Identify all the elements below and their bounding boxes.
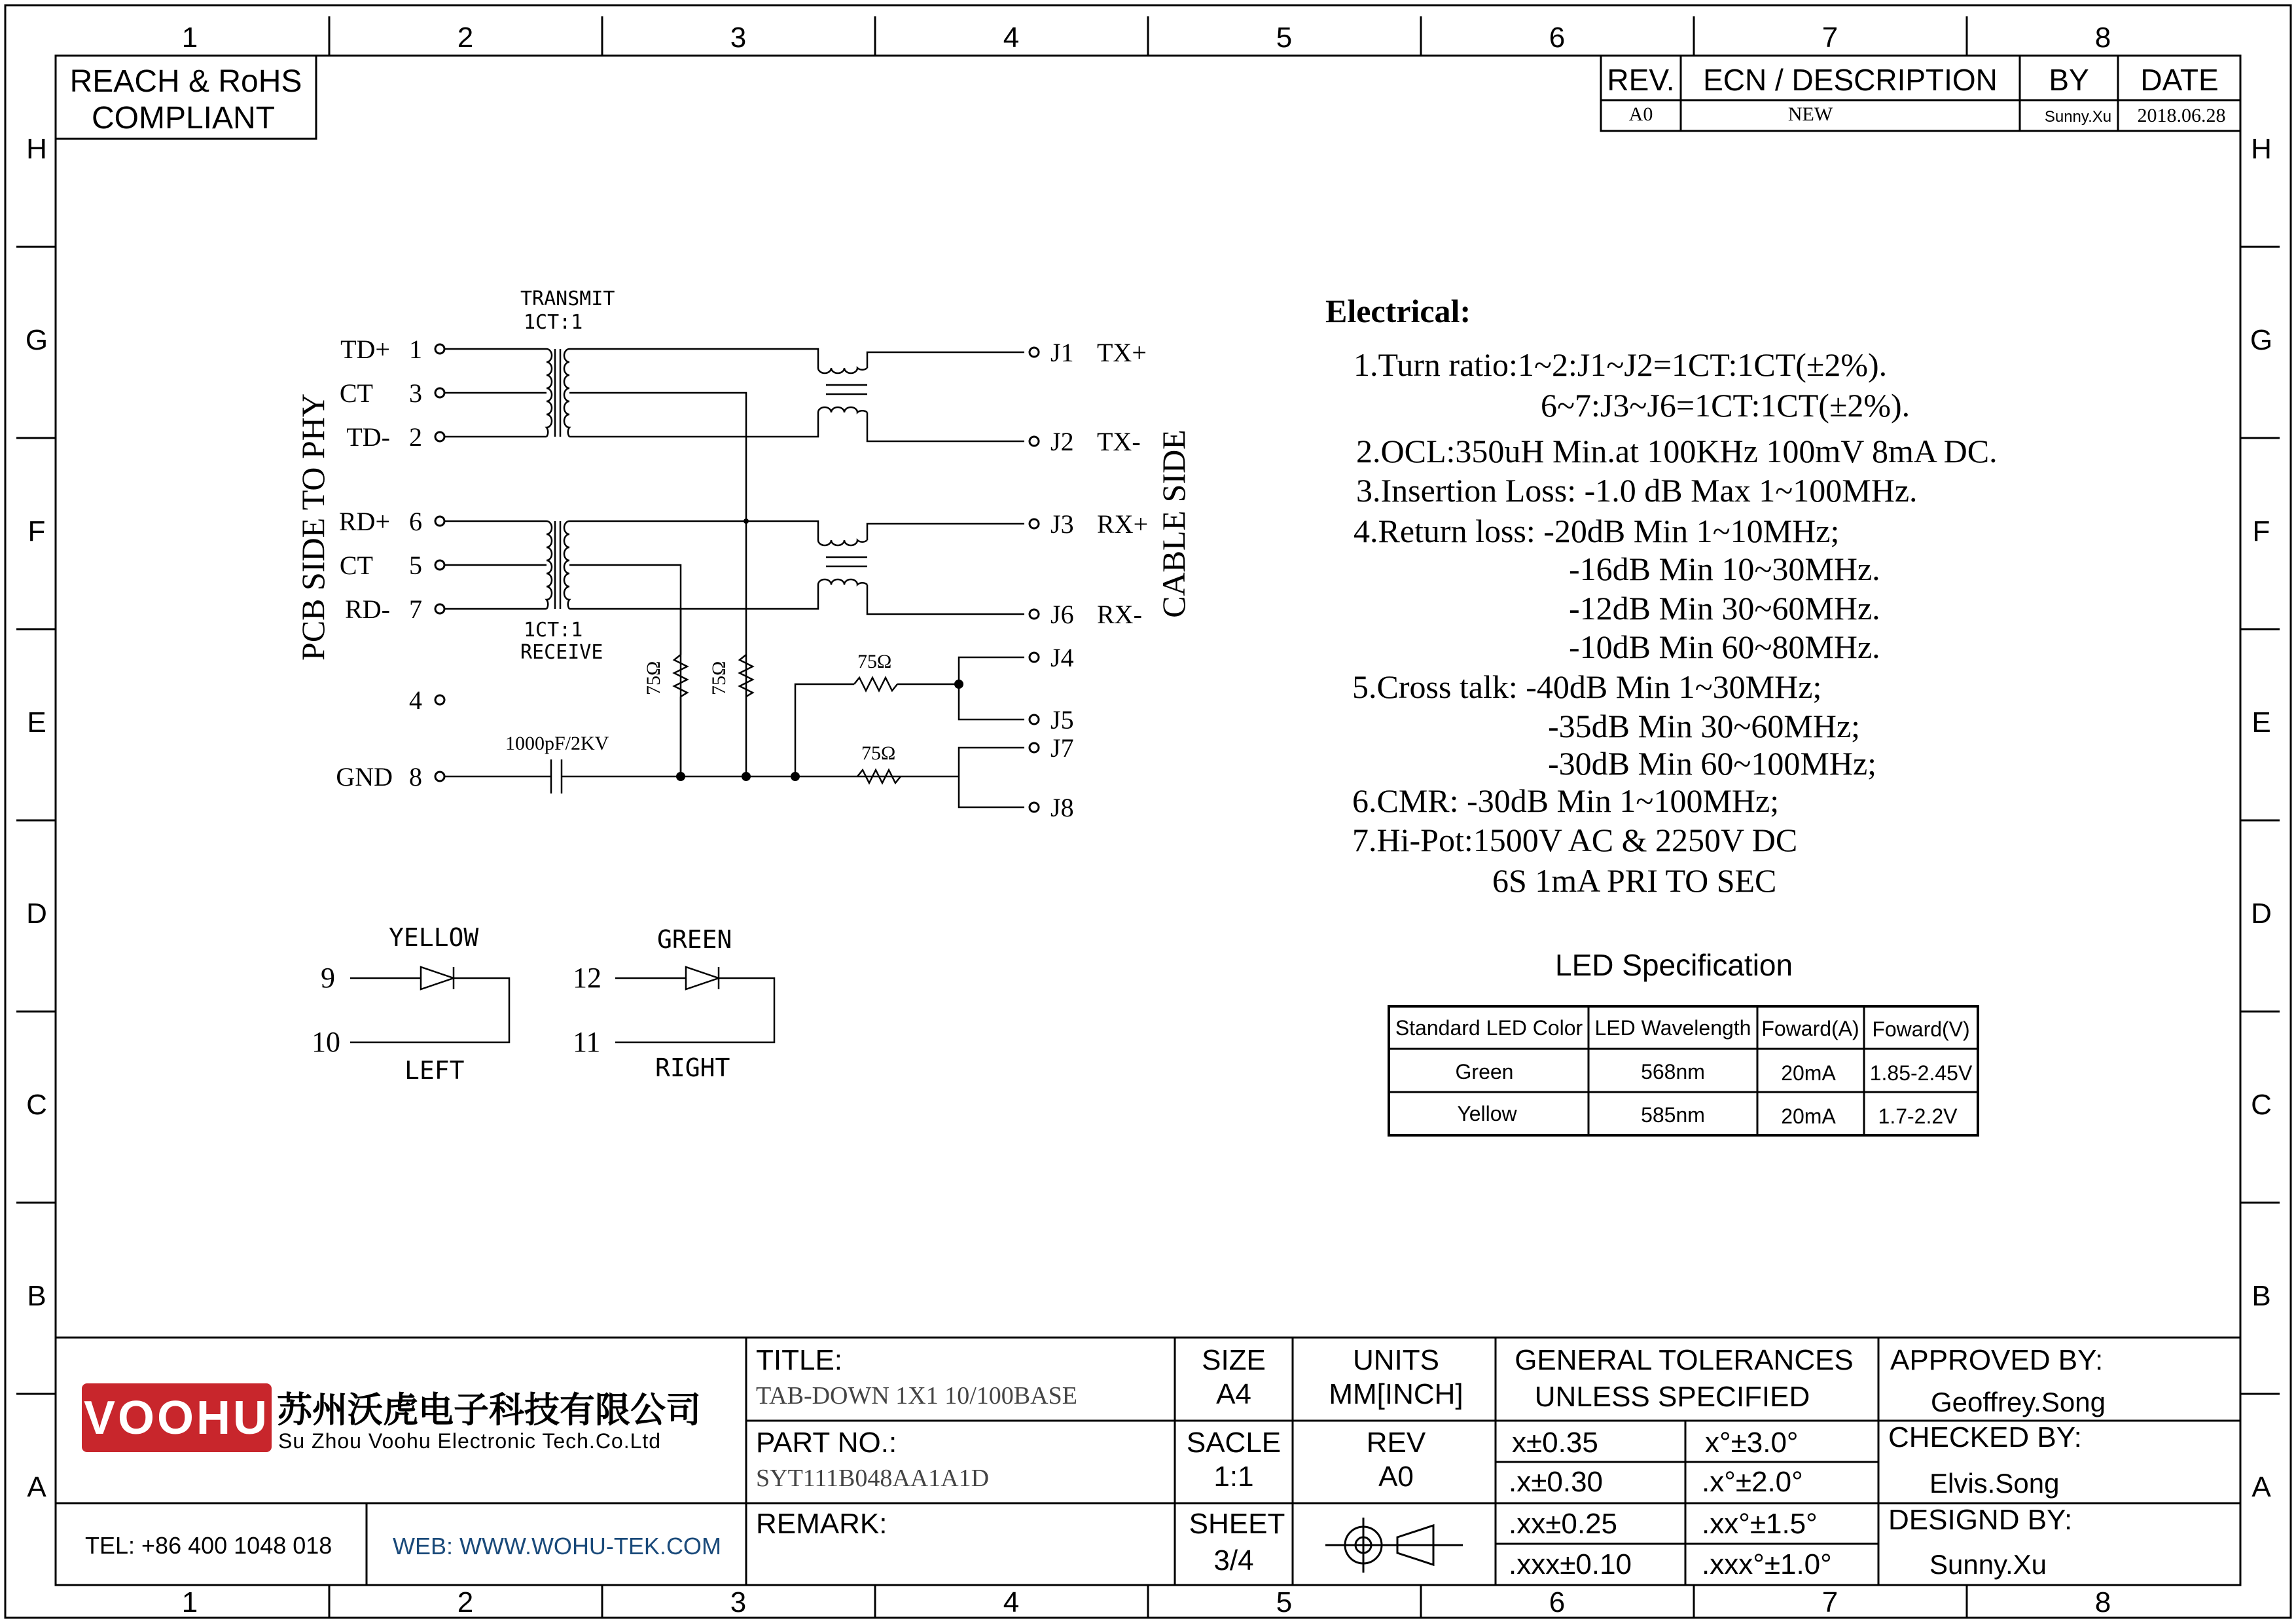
tol-angular-4: .xxx°±1.0° <box>1702 1548 1832 1580</box>
pin-circle-j8 <box>1030 803 1039 812</box>
led-yellow-pin-b: 10 <box>312 1026 340 1058</box>
resistor-label-1: 75Ω <box>643 661 664 695</box>
zone-row-right-F: F <box>2252 515 2270 547</box>
zone-row-left-C: C <box>26 1089 47 1121</box>
zone-row-right-G: G <box>2250 324 2273 356</box>
pin-j3: J3 <box>1050 509 1074 539</box>
led-spec-green-fwd-a: 20mA <box>1781 1061 1836 1085</box>
tolerance-title-1: GENERAL TOLERANCES <box>1515 1344 1854 1376</box>
elec-line-11: -30dB Min 60~100MHz; <box>1548 745 1877 782</box>
capacitor-label: 1000pF/2KV <box>505 733 609 754</box>
pin-j5: J5 <box>1050 705 1074 735</box>
zone-row-left-G: G <box>25 324 48 356</box>
zone-row-left-A: A <box>27 1471 46 1503</box>
led-spec-green-wavelength: 568nm <box>1641 1060 1705 1084</box>
pin-j8: J8 <box>1050 793 1074 822</box>
elec-line-1: 1.Turn ratio:1~2:J1~J2=1CT:1CT(±2%). <box>1354 346 1888 383</box>
tol-linear-2: .x±0.30 <box>1509 1466 1604 1498</box>
pin-num-5: 5 <box>409 551 422 580</box>
zone-row-left-F: F <box>27 515 46 547</box>
zone-ticks <box>16 16 2280 1618</box>
transmit-label: TRANSMIT <box>520 287 615 310</box>
logo-text: VOOHU <box>83 1392 270 1444</box>
zone-row-right-A: A <box>2251 1471 2271 1503</box>
elec-line-12: 6.CMR: -30dB Min 1~100MHz; <box>1352 782 1780 819</box>
tolerance-title-2: UNLESS SPECIFIED <box>1534 1381 1810 1413</box>
pin-name-rd-plus: RD+ <box>338 507 390 536</box>
date-value: 2018.06.28 <box>2137 105 2226 126</box>
pin-name-gnd: GND <box>336 762 393 792</box>
pin-circle-2 <box>435 432 444 441</box>
pin-circle-3 <box>435 388 444 397</box>
pin-name-td-plus: TD+ <box>340 335 390 364</box>
zone-row-left-H: H <box>26 133 47 165</box>
website: WEB: WWW.WOHU-TEK.COM <box>393 1533 721 1559</box>
zone-col-bottom-8: 8 <box>2094 1586 2111 1618</box>
tol-linear-3: .xx±0.25 <box>1509 1508 1618 1540</box>
pin-name-ct-rx: CT <box>339 551 373 580</box>
by-value: Sunny.Xu <box>2044 108 2112 126</box>
pin-circle-j7 <box>1030 743 1039 752</box>
tol-angular-1: x°±3.0° <box>1705 1427 1799 1459</box>
led-green-label: GREEN <box>657 925 732 954</box>
led-spec-header-color: Standard LED Color <box>1395 1016 1583 1040</box>
approved-value: Geoffrey.Song <box>1931 1387 2106 1417</box>
zone-col-top-7: 7 <box>1821 22 1839 54</box>
receive-ratio: 1CT:1 <box>524 619 583 642</box>
led-spec-yellow-fwd-a: 20mA <box>1781 1104 1836 1128</box>
tol-linear-1: x±0.35 <box>1512 1427 1598 1459</box>
pin-circle-j3 <box>1030 519 1039 528</box>
led-spec-yellow-fwd-v: 1.7-2.2V <box>1878 1104 1958 1128</box>
tol-linear-4: .xxx±0.10 <box>1509 1548 1632 1580</box>
pin-num-1: 1 <box>409 335 422 364</box>
pin-j1: J1 <box>1050 338 1074 367</box>
pin-name-rd-minus: RD- <box>345 594 390 624</box>
zone-col-bottom-1: 1 <box>181 1586 198 1618</box>
pin-j3-name: RX+ <box>1097 509 1149 539</box>
company-name-cn: 苏州沃虎电子科技有限公司 <box>277 1391 701 1430</box>
elec-line-6: -16dB Min 10~30MHz. <box>1569 551 1880 587</box>
pin-num-8: 8 <box>409 762 422 792</box>
zone-row-left-E: E <box>27 706 46 739</box>
led-yellow-label: YELLOW <box>389 923 479 952</box>
zone-col-bottom-4: 4 <box>1003 1586 1020 1618</box>
ecn-header: ECN / DESCRIPTION <box>1703 63 1998 97</box>
pin-num-7: 7 <box>409 594 422 624</box>
elec-line-9: 5.Cross talk: -40dB Min 1~30MHz; <box>1352 668 1822 705</box>
zone-row-left-B: B <box>27 1280 46 1312</box>
pin-circle-5 <box>435 560 444 570</box>
checked-value: Elvis.Song <box>1929 1468 2060 1499</box>
elec-line-8: -10dB Min 60~80MHz. <box>1569 629 1880 665</box>
resistor-label-2: 75Ω <box>708 661 730 695</box>
pin-circle-6 <box>435 517 444 526</box>
led-yellow-side: LEFT <box>404 1056 465 1085</box>
led-yellow-pin-a: 9 <box>321 962 335 994</box>
led-green-pin-a: 12 <box>573 962 601 994</box>
resistor-label-4: 75Ω <box>861 742 896 764</box>
zone-col-bottom-3: 3 <box>730 1586 747 1618</box>
pin-j2-name: TX- <box>1097 427 1141 456</box>
pin-name-td-minus: TD- <box>346 422 390 452</box>
pin-num-6: 6 <box>409 507 422 536</box>
led-spec-header-fwd-a: Foward(A) <box>1761 1017 1859 1040</box>
zone-col-top-6: 6 <box>1549 22 1566 54</box>
pin-j6-name: RX- <box>1097 600 1142 629</box>
zone-row-right-C: C <box>2251 1089 2272 1121</box>
elec-line-10: -35dB Min 30~60MHz; <box>1548 708 1861 744</box>
elec-line-14: 6S 1mA PRI TO SEC <box>1492 862 1777 899</box>
designed-label: DESIGND BY: <box>1888 1504 2073 1536</box>
pin-circle-j2 <box>1030 437 1039 446</box>
pin-circle-j4 <box>1030 653 1039 662</box>
compliance-line2: COMPLIANT <box>91 101 276 136</box>
led-yellow <box>312 923 509 1085</box>
elec-line-7: -12dB Min 30~60MHz. <box>1569 590 1880 627</box>
zone-col-top-2: 2 <box>457 22 474 54</box>
pin-circle-j6 <box>1030 610 1039 619</box>
rev-block-value: A0 <box>1378 1461 1414 1493</box>
part-label: PART NO.: <box>756 1427 897 1459</box>
zone-col-top-4: 4 <box>1003 22 1020 54</box>
led-green-pin-b: 11 <box>573 1026 601 1058</box>
units-label: UNITS <box>1353 1344 1439 1376</box>
schematic <box>295 287 1192 822</box>
scale-value: 1:1 <box>1213 1461 1254 1493</box>
ecn-value: NEW <box>1787 103 1833 125</box>
checked-label: CHECKED BY: <box>1888 1421 2082 1453</box>
led-spec-header-wavelength: LED Wavelength <box>1594 1016 1751 1040</box>
approved-label: APPROVED BY: <box>1890 1344 2104 1376</box>
led-spec-green-color: Green <box>1455 1060 1514 1084</box>
zone-row-right-B: B <box>2251 1280 2271 1312</box>
zone-row-right-H: H <box>2251 133 2272 165</box>
units-value: MM[INCH] <box>1329 1378 1463 1410</box>
resistor-label-3: 75Ω <box>857 651 892 672</box>
rev-value: A0 <box>1628 103 1653 125</box>
scale-label: SACLE <box>1186 1427 1282 1459</box>
tel: TEL: +86 400 1048 018 <box>85 1532 332 1559</box>
tol-angular-3: .xx°±1.5° <box>1702 1508 1818 1540</box>
led-spec-yellow-color: Yellow <box>1457 1102 1517 1125</box>
title-label: TITLE: <box>756 1344 843 1376</box>
zone-col-top-5: 5 <box>1276 22 1293 54</box>
led-spec-green-fwd-v: 1.85-2.45V <box>1869 1061 1973 1085</box>
rev-label: REV <box>1366 1427 1426 1459</box>
zone-col-top-3: 3 <box>730 22 747 54</box>
pin-j4: J4 <box>1050 643 1074 672</box>
elec-line-13: 7.Hi-Pot:1500V AC & 2250V DC <box>1352 822 1798 858</box>
transmit-ratio: 1CT:1 <box>524 311 583 334</box>
elec-line-2: 6~7:J3~J6=1CT:1CT(±2%). <box>1541 387 1910 424</box>
pin-num-4: 4 <box>409 685 422 715</box>
pin-j6: J6 <box>1050 600 1074 629</box>
date-header: DATE <box>2140 63 2219 97</box>
elec-line-5: 4.Return loss: -20dB Min 1~10MHz; <box>1354 513 1840 549</box>
pin-name-ct-tx: CT <box>339 378 373 408</box>
pcb-side-label: PCB SIDE TO PHY <box>295 393 331 661</box>
company-name-en: Su Zhou Voohu Electronic Tech.Co.Ltd <box>278 1429 662 1453</box>
by-header: BY <box>2049 63 2089 97</box>
sheet-value: 3/4 <box>1213 1544 1254 1577</box>
zone-col-bottom-5: 5 <box>1276 1586 1293 1618</box>
led-spec-yellow-wavelength: 585nm <box>1641 1103 1705 1127</box>
size-value: A4 <box>1216 1378 1251 1410</box>
zone-col-bottom-7: 7 <box>1821 1586 1839 1618</box>
title-value: TAB-DOWN 1X1 10/100BASE <box>756 1382 1077 1410</box>
zone-col-top-8: 8 <box>2094 22 2111 54</box>
zone-col-bottom-6: 6 <box>1549 1586 1566 1618</box>
led-green <box>573 925 774 1082</box>
electrical-notes <box>1325 293 1998 899</box>
cable-side-label: CABLE SIDE <box>1155 429 1192 618</box>
receive-label: RECEIVE <box>520 641 603 664</box>
zone-col-top-1: 1 <box>181 22 198 54</box>
pin-num-3: 3 <box>409 378 422 408</box>
pin-circle-4 <box>435 695 444 704</box>
pin-circle-1 <box>435 344 444 354</box>
pin-circle-j5 <box>1030 715 1039 724</box>
zone-row-left-D: D <box>26 898 47 930</box>
elec-line-4: 3.Insertion Loss: -1.0 dB Max 1~100MHz. <box>1356 472 1918 509</box>
elec-line-3: 2.OCL:350uH Min.at 100KHz 100mV 8mA DC. <box>1356 433 1998 469</box>
tol-angular-2: .x°±2.0° <box>1702 1466 1803 1498</box>
electrical-title: Electrical: <box>1325 293 1471 329</box>
led-spec-title: LED Specification <box>1555 948 1793 982</box>
zone-col-bottom-2: 2 <box>457 1586 474 1618</box>
pin-j2: J2 <box>1050 427 1074 456</box>
zone-row-right-D: D <box>2251 898 2272 930</box>
compliance-line1: REACH & RoHS <box>69 64 302 99</box>
pin-circle-8 <box>435 772 444 781</box>
size-label: SIZE <box>1202 1344 1266 1376</box>
pin-num-2: 2 <box>409 422 422 452</box>
projection-symbol-icon <box>1325 1518 1463 1573</box>
part-value: SYT111B048AA1A1D <box>756 1465 990 1492</box>
rev-header: REV. <box>1607 63 1675 97</box>
zone-row-right-E: E <box>2251 706 2271 739</box>
pin-circle-7 <box>435 604 444 613</box>
led-spec-header-fwd-v: Foward(V) <box>1872 1017 1970 1041</box>
sheet-label: SHEET <box>1189 1508 1285 1540</box>
pin-circle-j1 <box>1030 348 1039 357</box>
pin-j1-name: TX+ <box>1097 338 1147 367</box>
pin-j7: J7 <box>1050 733 1074 763</box>
remark-label: REMARK: <box>756 1508 888 1540</box>
led-green-side: RIGHT <box>655 1053 730 1082</box>
designed-value: Sunny.Xu <box>1929 1549 2047 1580</box>
